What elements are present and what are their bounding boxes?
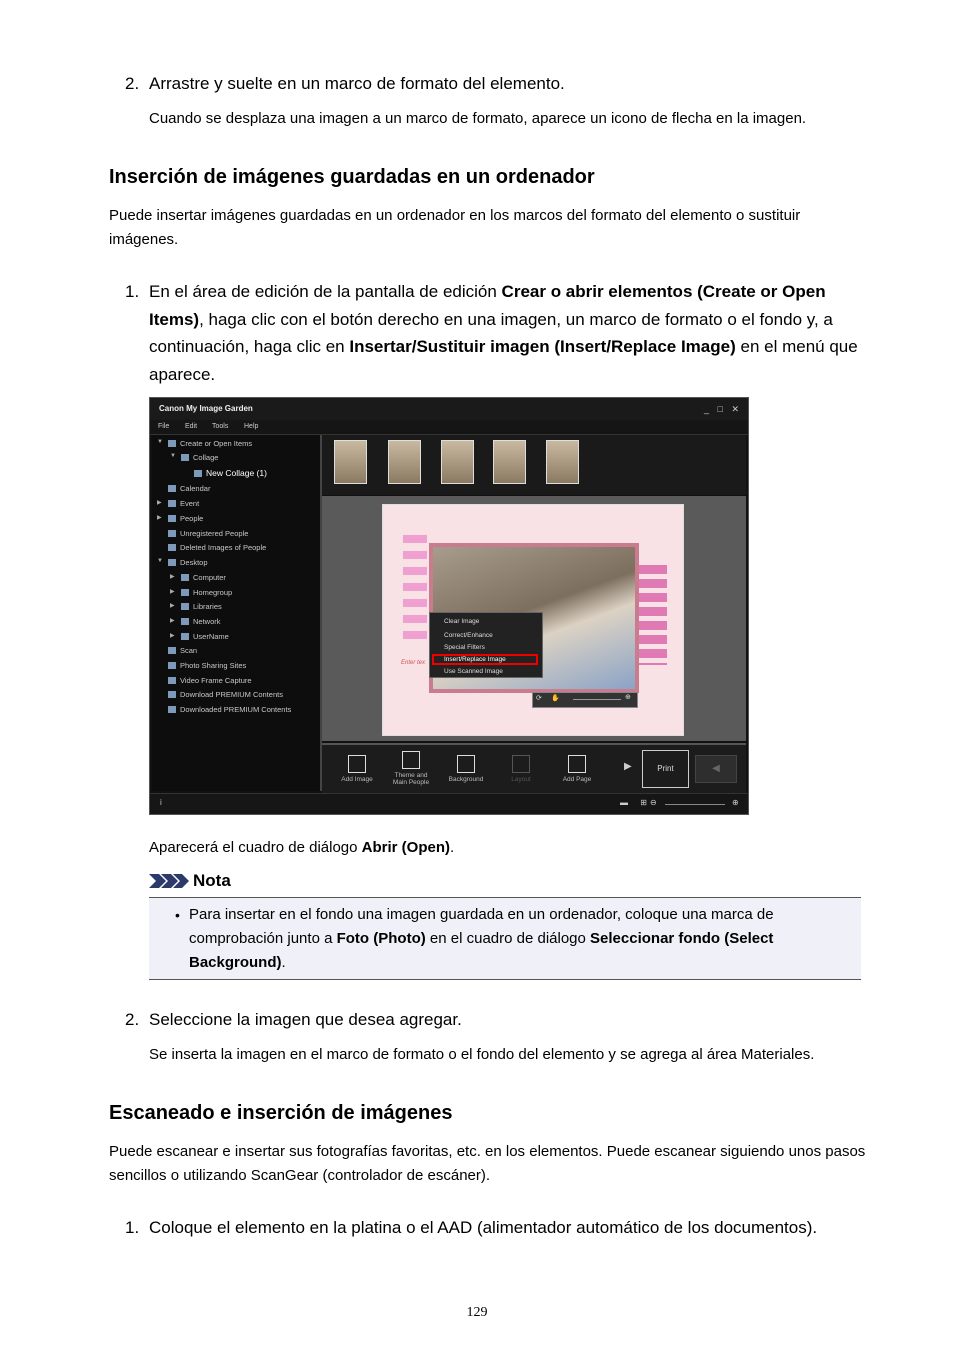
bullet: • xyxy=(175,907,180,923)
ui-term-select-background: Seleccionar fondo (Select Background) xyxy=(189,930,774,971)
step-number: 1. xyxy=(125,282,140,301)
tree-item[interactable]: Photo Sharing Sites xyxy=(168,661,246,670)
text-run: En el área de edición de la pantalla de edición xyxy=(149,282,502,301)
context-menu xyxy=(429,612,543,678)
people-icon xyxy=(168,515,176,522)
tree-item[interactable]: Video Frame Capture xyxy=(168,676,252,685)
step-2-select-image xyxy=(0,1006,954,1034)
page-number: 129 xyxy=(466,1305,488,1320)
tree-item[interactable]: Downloaded PREMIUM Contents xyxy=(168,705,291,714)
window-controls-icon[interactable]: _ □ ✕ xyxy=(704,404,742,414)
decoration-flowers-icon xyxy=(403,535,427,645)
app-menubar xyxy=(150,420,748,435)
expand-arrow-icon: ▶ xyxy=(157,515,162,521)
step-number: 2. xyxy=(125,74,140,93)
app-screenshot xyxy=(149,397,749,815)
zoom-slider[interactable] xyxy=(573,699,621,700)
step-text: Coloque el elemento en la platina o el AAD (alimentador automático de los documentos). xyxy=(149,1218,818,1237)
text-run: en el menú que aparece. xyxy=(149,337,858,384)
materials-area xyxy=(322,435,746,495)
section-intro: Puede insertar imágenes guardadas en un ordenador en los marcos del formato del elemento o sustituir imágenes. xyxy=(109,207,801,248)
edit-area xyxy=(322,496,746,741)
section-title-saved-images: Inserción de imágenes guardadas en un ordenador xyxy=(109,166,595,188)
video-icon xyxy=(168,677,176,684)
menu-tools[interactable]: Tools xyxy=(212,423,229,430)
text-run: Para insertar en el fondo una imagen guardada en un ordenador, coloque una marca de comprobación junto a xyxy=(189,906,774,947)
zoom-out-icon[interactable]: ⊖ xyxy=(650,798,657,807)
add-image-button[interactable]: Add Image xyxy=(334,755,380,783)
menu-item-special-filters[interactable]: Special Filters xyxy=(444,644,485,651)
step-1-place-item xyxy=(0,1214,954,1242)
expand-arrow-icon: ▼ xyxy=(157,439,163,445)
ui-term-photo: Foto (Photo) xyxy=(336,930,426,947)
tree-item[interactable]: Scan xyxy=(168,646,197,655)
user-folder-icon xyxy=(181,633,189,640)
sharing-icon xyxy=(168,662,176,669)
note-box xyxy=(149,897,861,980)
text-run: Aparecerá el cuadro de diálogo xyxy=(149,839,362,856)
navigation-tree xyxy=(152,435,322,791)
section-title-scan-insert: Escaneado e inserción de imágenes xyxy=(109,1102,453,1124)
tree-item[interactable]: ▶ Homegroup xyxy=(170,588,233,597)
decoration-ribbon-icon xyxy=(639,565,667,665)
theme-main-people-button[interactable]: Theme and Main People xyxy=(388,751,434,786)
desktop-icon xyxy=(168,559,176,566)
menu-item-insert-replace-image[interactable]: Insert/Replace Image xyxy=(432,654,538,665)
note-title: Nota xyxy=(193,871,231,890)
expand-arrow-icon: ▼ xyxy=(157,558,163,564)
background-button[interactable]: Background xyxy=(443,755,489,783)
step-2-note: Cuando se desplaza una imagen a un marco de formato, aparece un icono de flecha en la imagen. xyxy=(149,110,807,127)
expand-arrow-icon: ▶ xyxy=(170,633,175,639)
image-zoom-control[interactable] xyxy=(532,692,638,708)
step-text: Arrastre y suelte en un marco de formato del elemento. xyxy=(149,74,565,93)
section-intro: Puede escanear e insertar sus fotografías favoritas, etc. en los elementos. Puede escanear siguiendo unos pasos sencillos o utilizando ScanGear (controlador de escáner). xyxy=(109,1143,866,1184)
text-stamp[interactable]: Enter tex xyxy=(401,660,426,666)
tree-item[interactable]: ▶ Computer xyxy=(170,573,226,582)
computer-icon xyxy=(181,574,189,581)
text-run: . xyxy=(281,954,286,971)
person-icon xyxy=(168,544,176,551)
menu-file[interactable]: File xyxy=(158,423,170,430)
step-number: 2. xyxy=(125,1010,140,1029)
tree-item-selected[interactable]: New Collage (1) xyxy=(194,468,267,478)
folder-icon xyxy=(168,440,176,447)
layout-button[interactable]: Layout xyxy=(498,755,544,783)
add-page-icon xyxy=(568,755,586,773)
app-title: Canon My Image Garden xyxy=(159,404,253,413)
network-icon xyxy=(181,618,189,625)
expand-arrow-icon: ▶ xyxy=(157,500,162,506)
add-image-icon xyxy=(348,755,366,773)
edit-toolbar xyxy=(322,743,746,793)
material-thumbnail[interactable] xyxy=(493,440,526,484)
tree-item[interactable]: ▼ Create or Open Items xyxy=(157,439,253,448)
ui-term-insert-replace-image: Insertar/Sustituir imagen (Insert/Replace Image) xyxy=(349,337,736,356)
event-icon xyxy=(168,500,176,507)
material-thumbnail[interactable] xyxy=(334,440,367,484)
step-text: Seleccione la imagen que desea agregar. xyxy=(149,1010,462,1029)
open-dialog-note xyxy=(149,836,869,860)
text-run: , haga clic con el botón derecho en una imagen, un marco de formato o el fondo y, a continuación, haga clic en xyxy=(149,309,833,356)
homegroup-icon xyxy=(181,589,189,596)
material-thumbnail[interactable] xyxy=(388,440,421,484)
step-text xyxy=(149,278,869,388)
scanner-icon xyxy=(168,647,176,654)
tree-item[interactable]: Deleted Images of People xyxy=(168,543,266,552)
zoom-in-icon[interactable]: ⊕ xyxy=(625,694,631,701)
step-number: 1. xyxy=(125,1218,140,1237)
tree-item[interactable]: Unregistered People xyxy=(168,529,248,538)
note-text xyxy=(189,903,839,975)
layout-icon xyxy=(512,755,530,773)
tree-item[interactable]: ▶ Libraries xyxy=(170,602,222,611)
menu-item-correct-enhance[interactable]: Correct/Enhance xyxy=(444,632,493,639)
text-run: en el cuadro de diálogo xyxy=(425,930,591,947)
background-icon xyxy=(457,755,475,773)
app-statusbar xyxy=(150,793,748,815)
material-thumbnail[interactable] xyxy=(441,440,474,484)
menu-edit[interactable]: Edit xyxy=(185,423,198,430)
downloaded-icon xyxy=(168,706,176,713)
menu-item-clear-image[interactable]: Clear Image xyxy=(444,618,480,625)
expand-right-icon[interactable]: ▶ xyxy=(624,761,632,772)
libraries-icon xyxy=(181,603,189,610)
step-2-result: Se inserta la imagen en el marco de formato o el fondo del elemento y se agrega al área Materiales. xyxy=(149,1046,815,1063)
ui-term-open: Abrir (Open) xyxy=(361,839,450,856)
tree-item[interactable]: ▶ People xyxy=(157,514,204,523)
add-page-button[interactable]: Add Page xyxy=(554,755,600,783)
collage-icon xyxy=(194,470,202,477)
info-icon[interactable]: i xyxy=(160,798,162,807)
folder-icon xyxy=(181,454,189,461)
person-icon xyxy=(168,530,176,537)
tree-item[interactable]: ▶ UserName xyxy=(170,632,229,641)
ui-term-create-open-items: Crear o abrir elementos (Create or Open Items) xyxy=(149,282,826,329)
tree-item[interactable]: ▼ Collage xyxy=(170,453,219,462)
step-1-insert-image xyxy=(0,278,954,390)
expand-arrow-icon: ▶ xyxy=(170,574,175,580)
zoom-in-icon[interactable]: ⊕ xyxy=(732,798,739,807)
tree-item[interactable]: Calendar xyxy=(168,484,210,493)
calendar-icon xyxy=(168,485,176,492)
zoom-slider[interactable] xyxy=(665,804,725,805)
view-mode-icon[interactable]: ▬ ⊞ xyxy=(620,798,652,807)
menu-help[interactable]: Help xyxy=(244,423,259,430)
expand-arrow-icon: ▶ xyxy=(170,589,175,595)
theme-people-icon xyxy=(402,751,420,769)
expand-arrow-icon: ▶ xyxy=(170,603,175,609)
tree-item[interactable]: Download PREMIUM Contents xyxy=(168,690,283,699)
tree-item[interactable]: ▶ Event xyxy=(157,499,200,508)
tree-item[interactable]: ▶ Network xyxy=(170,617,221,626)
prev-page-button[interactable]: ◀ xyxy=(695,755,737,783)
text-run: . xyxy=(450,839,455,856)
note-arrows-icon xyxy=(149,874,189,888)
menu-item-use-scanned-image[interactable]: Use Scanned Image xyxy=(444,668,503,675)
tree-item[interactable]: ▼ Desktop xyxy=(157,558,208,567)
rotate-icon[interactable]: ⟳ xyxy=(536,695,542,702)
download-icon xyxy=(168,691,176,698)
print-button[interactable]: Print xyxy=(642,750,689,788)
material-thumbnail[interactable] xyxy=(546,440,579,484)
app-titlebar xyxy=(150,398,748,420)
expand-arrow-icon: ▼ xyxy=(170,453,176,459)
hand-icon[interactable]: ✋ xyxy=(551,695,560,702)
expand-arrow-icon: ▶ xyxy=(170,618,175,624)
step-2-drag-drop xyxy=(0,70,954,98)
